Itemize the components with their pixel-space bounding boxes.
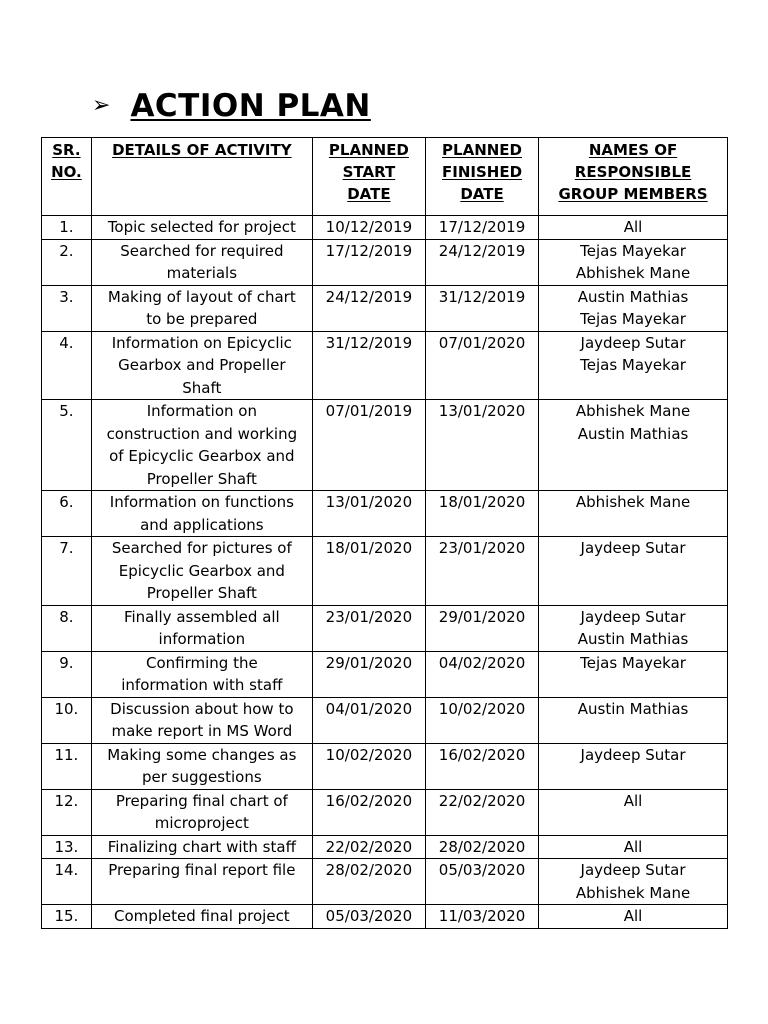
- members-cell: [539, 835, 728, 859]
- members-line: Tejas Mayekar: [580, 310, 686, 328]
- finish-date-cell: 16/02/2020: [425, 743, 538, 789]
- members-line: All: [623, 837, 643, 856]
- header-line: PLANNED: [328, 141, 409, 159]
- members-line: Tejas Mayekar: [580, 356, 686, 374]
- members-line: Abhishek Mane: [575, 493, 691, 511]
- members-line: All: [623, 218, 643, 236]
- finish-date-cell: 17/12/2019: [425, 216, 538, 240]
- activity-line: Finalizing chart with staff: [107, 837, 296, 856]
- activity-line: Making of layout of chart: [107, 287, 296, 306]
- finish-date-cell: 05/03/2020: [425, 859, 538, 905]
- activity-line: Topic selected for project: [107, 218, 296, 236]
- table-row: [42, 651, 728, 697]
- members-cell: [539, 697, 728, 743]
- activity-line: information with staff: [121, 676, 283, 694]
- activity-line: Finally assembled all: [123, 607, 280, 626]
- sr-no-cell: 1.: [42, 216, 92, 240]
- activity-cell: [91, 697, 312, 743]
- activity-cell: [91, 859, 312, 905]
- sr-no-cell: 13.: [42, 835, 92, 859]
- activity-cell: [91, 605, 312, 651]
- table-header: [42, 138, 728, 216]
- start-date-cell: 13/01/2020: [312, 491, 425, 537]
- activity-cell: [91, 239, 312, 285]
- activity-line: Confirming the: [145, 653, 258, 672]
- activity-cell: [91, 491, 312, 537]
- activity-cell: [91, 651, 312, 697]
- members-cell: [539, 239, 728, 285]
- members-line: Jaydeep Sutar: [580, 333, 686, 352]
- start-date-cell: 28/02/2020: [312, 859, 425, 905]
- start-date-cell: 24/12/2019: [312, 285, 425, 331]
- start-date-cell: 04/01/2020: [312, 697, 425, 743]
- members-cell: [539, 285, 728, 331]
- members-cell: [539, 605, 728, 651]
- start-date-cell: 10/12/2019: [312, 216, 425, 240]
- header-sr-no: [42, 138, 92, 216]
- activity-line: Epicyclic Gearbox and: [118, 561, 285, 580]
- table-row: [42, 605, 728, 651]
- header-start-date: [312, 138, 425, 216]
- header-line: RESPONSIBLE: [574, 163, 692, 181]
- activity-line: Discussion about how to: [110, 699, 294, 718]
- table-row: [42, 743, 728, 789]
- start-date-cell: 23/01/2020: [312, 605, 425, 651]
- table-row: [42, 216, 728, 240]
- members-cell: [539, 905, 728, 929]
- activity-line: Completed final project: [113, 907, 290, 925]
- finish-date-cell: 31/12/2019: [425, 285, 538, 331]
- header-line: PLANNED: [442, 141, 522, 159]
- activity-line: information: [158, 630, 246, 648]
- activity-line: materials: [166, 264, 238, 282]
- finish-date-cell: 18/01/2020: [425, 491, 538, 537]
- sr-no-cell: 15.: [42, 905, 92, 929]
- start-date-cell: 16/02/2020: [312, 789, 425, 835]
- arrow-bullet-icon: ➢: [92, 93, 111, 118]
- table-row: [42, 905, 728, 929]
- table-row: [42, 331, 728, 400]
- activity-line: Propeller Shaft: [146, 584, 257, 602]
- members-line: Jaydeep Sutar: [580, 861, 686, 879]
- members-cell: [539, 537, 728, 606]
- activity-line: Searched for required: [120, 241, 284, 260]
- members-line: Jaydeep Sutar: [580, 607, 686, 626]
- activity-cell: [91, 835, 312, 859]
- members-cell: [539, 491, 728, 537]
- start-date-cell: 05/03/2020: [312, 905, 425, 929]
- activity-line: Shaft: [182, 378, 222, 397]
- members-line: Austin Mathias: [577, 424, 689, 443]
- start-date-cell: 18/01/2020: [312, 537, 425, 606]
- table-row: [42, 537, 728, 606]
- header-line: SR.: [52, 141, 81, 159]
- start-date-cell: 22/02/2020: [312, 835, 425, 859]
- finish-date-cell: 24/12/2019: [425, 239, 538, 285]
- members-line: Tejas Mayekar: [580, 241, 686, 260]
- action-plan-table: [41, 137, 728, 929]
- start-date-cell: 10/02/2020: [312, 743, 425, 789]
- activity-line: Gearbox and Propeller: [118, 356, 286, 374]
- activity-cell: [91, 905, 312, 929]
- table-row: [42, 400, 728, 491]
- table-row: [42, 491, 728, 537]
- activity-cell: [91, 743, 312, 789]
- header-line: NAMES OF: [588, 141, 678, 159]
- activity-line: Making some changes as: [107, 745, 297, 764]
- activity-cell: [91, 537, 312, 606]
- finish-date-cell: 23/01/2020: [425, 537, 538, 606]
- finish-date-cell: 29/01/2020: [425, 605, 538, 651]
- activity-cell: [91, 331, 312, 400]
- table-row: [42, 835, 728, 859]
- activity-line: of Epicyclic Gearbox and: [109, 447, 295, 465]
- header-activity: [91, 138, 312, 216]
- header-line: START: [342, 163, 396, 181]
- table-row: [42, 285, 728, 331]
- members-cell: [539, 651, 728, 697]
- finish-date-cell: 04/02/2020: [425, 651, 538, 697]
- sr-no-cell: 14.: [42, 859, 92, 905]
- members-line: Abhishek Mane: [575, 402, 691, 420]
- activity-line: Information on: [146, 402, 257, 420]
- header-line: DETAILS OF ACTIVITY: [112, 141, 292, 159]
- members-line: Jaydeep Sutar: [580, 745, 686, 764]
- sr-no-cell: 10.: [42, 697, 92, 743]
- activity-cell: [91, 400, 312, 491]
- finish-date-cell: 22/02/2020: [425, 789, 538, 835]
- sr-no-cell: 11.: [42, 743, 92, 789]
- table-row: [42, 239, 728, 285]
- activity-line: per suggestions: [142, 768, 262, 786]
- members-line: Austin Mathias: [577, 699, 689, 718]
- table-row: [42, 859, 728, 905]
- start-date-cell: 07/01/2019: [312, 400, 425, 491]
- header-members: [539, 138, 728, 216]
- members-cell: [539, 331, 728, 400]
- sr-no-cell: 4.: [42, 331, 92, 400]
- table-row: [42, 697, 728, 743]
- members-line: All: [623, 907, 643, 925]
- sr-no-cell: 2.: [42, 239, 92, 285]
- activity-cell: [91, 285, 312, 331]
- activity-line: Preparing final chart of: [115, 791, 288, 810]
- members-line: All: [623, 791, 643, 810]
- sr-no-cell: 8.: [42, 605, 92, 651]
- members-line: Tejas Mayekar: [580, 653, 686, 672]
- activity-line: microproject: [154, 814, 249, 832]
- sr-no-cell: 9.: [42, 651, 92, 697]
- start-date-cell: 31/12/2019: [312, 331, 425, 400]
- activity-line: and applications: [140, 515, 264, 534]
- members-cell: [539, 743, 728, 789]
- header-line: GROUP MEMBERS: [558, 185, 708, 203]
- page-title: ACTION PLAN: [130, 88, 371, 124]
- members-line: Austin Mathias: [577, 630, 689, 648]
- sr-no-cell: 7.: [42, 537, 92, 606]
- finish-date-cell: 11/03/2020: [425, 905, 538, 929]
- activity-line: Information on Epicyclic: [111, 333, 292, 352]
- table-body: [42, 216, 728, 929]
- table-row: [42, 789, 728, 835]
- members-line: Jaydeep Sutar: [580, 539, 686, 557]
- members-line: Abhishek Mane: [575, 264, 691, 282]
- activity-line: Preparing final report file: [108, 861, 296, 879]
- sr-no-cell: 6.: [42, 491, 92, 537]
- activity-line: Propeller Shaft: [146, 469, 257, 488]
- activity-line: Information on functions: [109, 493, 294, 511]
- members-line: Austin Mathias: [577, 287, 689, 306]
- activity-line: make report in MS Word: [111, 722, 293, 740]
- activity-line: construction and working: [106, 424, 298, 443]
- finish-date-cell: 07/01/2020: [425, 331, 538, 400]
- activity-cell: [91, 216, 312, 240]
- header-line: DATE: [460, 185, 504, 203]
- activity-cell: [91, 789, 312, 835]
- activity-line: to be prepared: [146, 310, 258, 328]
- sr-no-cell: 3.: [42, 285, 92, 331]
- activity-line: Searched for pictures of: [111, 539, 292, 557]
- page-heading: [92, 86, 371, 126]
- finish-date-cell: 13/01/2020: [425, 400, 538, 491]
- members-cell: [539, 400, 728, 491]
- start-date-cell: 17/12/2019: [312, 239, 425, 285]
- header-line: FINISHED: [442, 163, 523, 181]
- header-finish-date: [425, 138, 538, 216]
- header-line: DATE: [347, 185, 391, 203]
- header-line: NO.: [51, 163, 82, 181]
- members-cell: [539, 789, 728, 835]
- sr-no-cell: 12.: [42, 789, 92, 835]
- start-date-cell: 29/01/2020: [312, 651, 425, 697]
- members-line: Abhishek Mane: [575, 883, 691, 902]
- members-cell: [539, 859, 728, 905]
- header-row: [42, 138, 728, 216]
- finish-date-cell: 28/02/2020: [425, 835, 538, 859]
- sr-no-cell: 5.: [42, 400, 92, 491]
- members-cell: [539, 216, 728, 240]
- finish-date-cell: 10/02/2020: [425, 697, 538, 743]
